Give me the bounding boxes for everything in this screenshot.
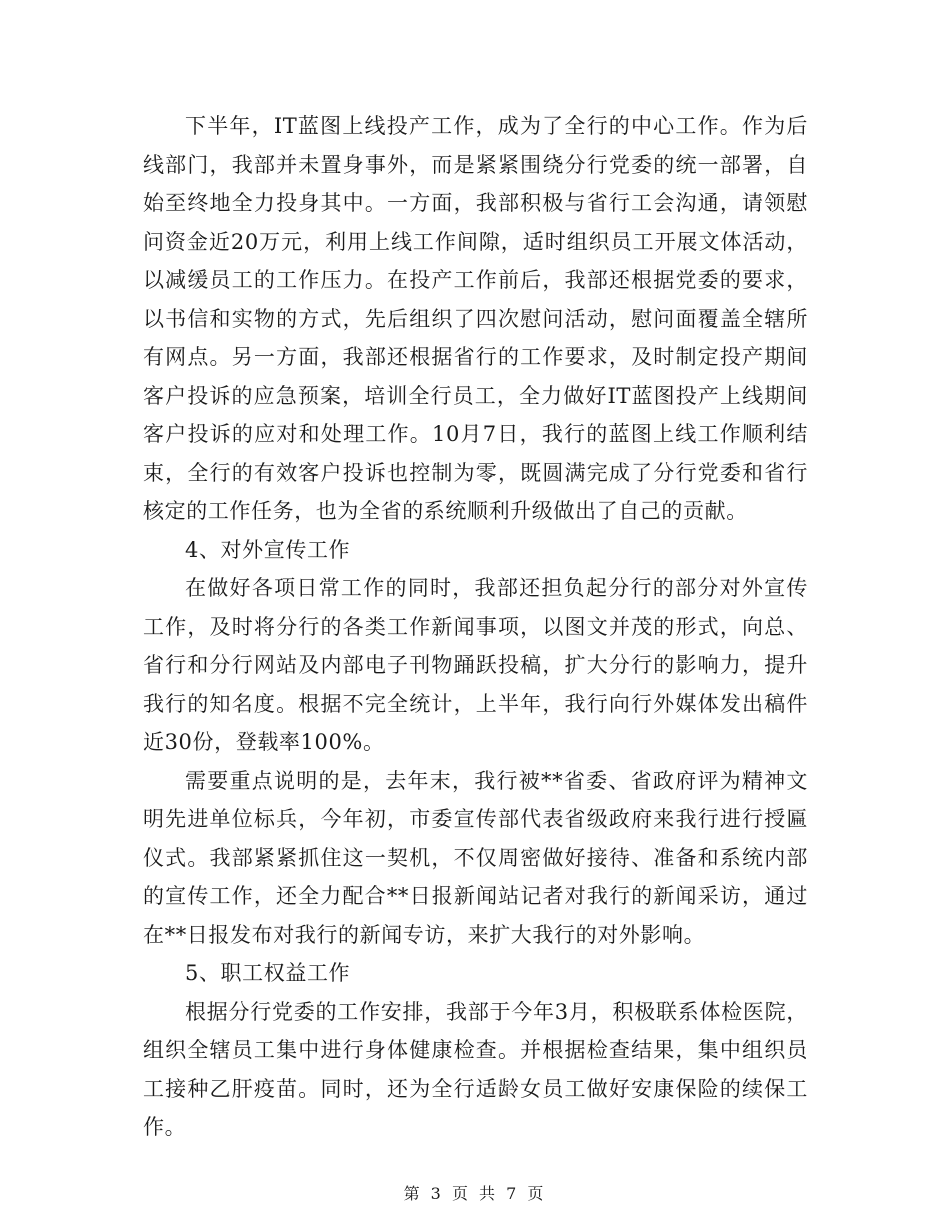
section-heading-external-publicity: 4、对外宣传工作 [185, 537, 351, 562]
paragraph-employee-rights: 根据分行党委的工作安排，我部于今年3月，积极联系体检医院，组织全辖员工集中进行身体健康检查。并根据检查结果，集中组织员工接种乙肝疫苗。同时，还为全行适龄女员工做好安康保险的续保工作。 [143, 999, 808, 1139]
document-page [143, 107, 808, 1147]
paragraph-it-blueprint: 下半年，IT蓝图上线投产工作，成为了全行的中心工作。作为后线部门，我部并未置身事外，而是紧紧围绕分行党委的统一部署，自始至终地全力投身其中。一方面，我部积极与省行工会沟通，请领慰问资金近20万元，利用上线工作间隙，适时组织员工开展文体活动，以减缓员工的工作压力。在投产工作前后，我部还根据党委的要求，以书信和实物的方式，先后组织了四次慰问活动，慰问面覆盖全辖所有网点。另一方面，我部还根据省行的工作要求，及时制定投产期间客户投诉的应急预案，培训全行员工，全力做好IT蓝图投产上线期间客户投诉的应对和处理工作。10月7日，我行的蓝图上线工作顺利结束，全行的有效客户投诉也控制为零，既圆满完成了分行党委和省行核定的工作任务，也为全省的系统顺利升级做出了自己的贡献。 [143, 114, 808, 523]
page-footer: 第 3 页 共 7 页 [403, 1184, 547, 1203]
paragraph-external-publicity: 在做好各项日常工作的同时，我部还担负起分行的部分对外宣传工作，及时将分行的各类工作新闻事项，以图文并茂的形式，向总、省行和分行网站及内部电子刊物踊跃投稿，扩大分行的影响力，提升我行的知名度。根据不完全统计，上半年，我行向行外媒体发出稿件近30份，登载率100%。 [143, 576, 808, 754]
section-heading-employee-rights: 5、职工权益工作 [185, 961, 351, 985]
paragraph-key-explanation: 需要重点说明的是，去年末，我行被**省委、省政府评为精神文明先进单位标兵，今年初，市委宣传部代表省级政府来我行进行授匾仪式。我部紧紧抓住这一契机，不仅周密做好接待、准备和系统内部的宣传工作，还全力配合**日报新闻站记者对我行的新闻采访，通过在**日报发布对我行的新闻专访，来扩大我行的对外影响。 [143, 768, 808, 947]
